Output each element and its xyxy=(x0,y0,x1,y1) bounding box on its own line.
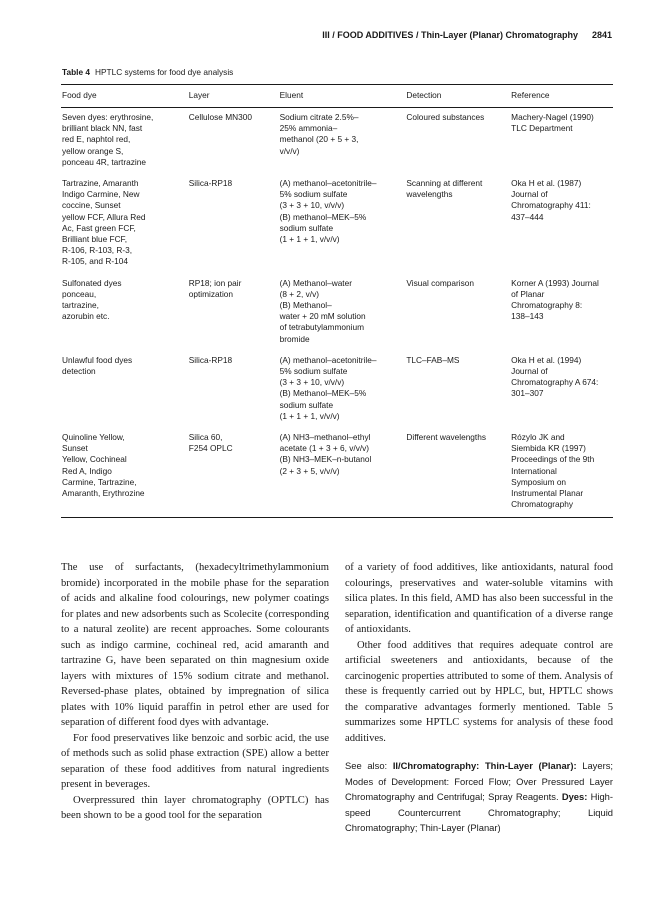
body-paragraph: of a variety of food additives, like antioxidants, natural food colourings, preservatives and water-soluble vitamins with silica plates. In this field, AMD has also been successful in the separation, identification and quantification of a diverse range of antioxidants. xyxy=(345,562,613,635)
cell-eluent: Sodium citrate 2.5%– 25% ammonia– methanol (20 + 5 + 3, v/v/v) xyxy=(279,112,359,156)
body-paragraph: For food preservatives like benzoic and sorbic acid, the use of methods such as solid phase extraction (SPE) allow a better separation of these food additives from natural ingredients present in beverages. xyxy=(61,732,329,790)
col-header-eluent: Eluent xyxy=(279,90,304,101)
body-paragraph: Other food additives that requires adequate control are artificial sweeteners and antioxidants, because of the carcinogenic properties attributed to some of them. Analysis of these is frequently carried out by HPLC, but, HPTLC shows the comparative advantages formerly mentioned. Table 5 summarizes some HPTLC systems for analysis of these food additives. xyxy=(345,639,613,744)
see-also-ref[interactable]: Dyes: xyxy=(561,791,588,802)
cell-layer: Silica-RP18 xyxy=(188,354,233,365)
body-column-right xyxy=(345,560,613,836)
page-number: 2841 xyxy=(591,30,612,40)
body-paragraph: Overpressured thin layer chromatography (OPTLC) has been shown to be a good tool for the separation xyxy=(61,794,329,821)
cell-detection: Scanning at different wavelengths xyxy=(406,178,483,200)
col-header-detection: Detection xyxy=(406,90,442,101)
see-also-ref[interactable]: II/Chromatography: Thin-Layer (Planar): xyxy=(392,760,577,771)
table-title: HPTLC systems for food dye analysis xyxy=(94,67,234,77)
see-also-label: See also: xyxy=(345,760,388,771)
cell-layer: Cellulose MN300 xyxy=(188,112,252,122)
cell-layer: Silica-RP18 xyxy=(188,178,233,189)
running-title: III / FOOD ADDITIVES / Thin-Layer (Planar) Chromatography xyxy=(322,30,578,40)
cell-reference: Rózylo JK and Siembida KR (1997) Proceedings of the 9th International Symposium on Instrumental Planar Chromatography xyxy=(511,432,595,510)
cell-reference: Korner A (1993) Journal of Planar Chromatography 8: 138–143 xyxy=(511,277,599,322)
cell-reference: Oka H et al. (1994) Journal of Chromatography A 674: 301–307 xyxy=(511,354,599,399)
see-also-ref-text[interactable]: High-speed Countercurrent Chromatography; Liquid Chromatography; Thin-Layer (Planar) xyxy=(345,791,613,833)
col-header-layer: Layer xyxy=(188,90,210,101)
body-column-left xyxy=(61,560,329,824)
table-row xyxy=(61,274,613,351)
cell-eluent: (A) methanol–acetonitrile– 5% sodium sulfate (3 + 3 + 10, v/v/v) (B) Methanol–MEK–5% sodium sulfate (1 + 1 + 1, v/v/v) xyxy=(279,354,377,421)
cell-layer: RP18; ion pair optimization xyxy=(188,277,242,299)
cell-eluent: (A) NH3–methanol–ethyl acetate (1 + 3 + 6, v/v/v) (B) NH3–MEK–n-butanol (2 + 3 + 5, v/v/v) xyxy=(279,432,372,476)
cell-food-dye: Unlawful food dyes detection xyxy=(62,354,133,377)
cell-food-dye: Sulfonated dyes ponceau, tartrazine, azorubin etc. xyxy=(62,277,122,322)
cell-detection: Visual comparison xyxy=(406,277,474,288)
hptlc-table xyxy=(61,84,613,518)
table-label: Table 4 xyxy=(62,67,90,77)
cell-eluent: (A) Methanol–water (8 + 2, v/v) (B) Methanol– water + 20 mM solution of tetrabutylammonium bromide xyxy=(279,277,366,344)
cell-detection: Coloured substances xyxy=(406,112,485,122)
col-header-reference: Reference xyxy=(511,90,550,101)
cell-detection: Different wavelengths xyxy=(406,432,486,443)
running-header xyxy=(262,30,612,40)
table-row xyxy=(61,428,613,516)
col-header-food-dye: Food dye xyxy=(62,90,97,101)
cell-food-dye: Tartrazine, Amaranth Indigo Carmine, New coccine, Sunset yellow FCF, Allura Red Ac, Fast green FCF, Brilliant blue FCF, R-106, R-103, R-3, R-105, and R-104 xyxy=(62,178,146,267)
cell-food-dye: Quinoline Yellow, Sunset Yellow, Cochineal Red A, Indigo Carmine, Tartrazine, Amaranth, Erythrozine xyxy=(62,432,145,499)
see-also-ref-text[interactable]: Layers; Modes of Development: Forced Flow; Over Pressured Layer Chromatography and Centrifugal; Spray Reagents. xyxy=(345,760,613,802)
table-row xyxy=(61,108,613,174)
table-row xyxy=(61,351,613,428)
cell-reference: Machery-Nagel (1990) TLC Department xyxy=(511,112,594,134)
table-row xyxy=(61,174,613,274)
cell-reference: Oka H et al. (1987) Journal of Chromatography 411: 437–444 xyxy=(511,178,591,222)
table-header-row xyxy=(61,85,613,108)
cell-food-dye: Seven dyes: erythrosine, brilliant black NN, fast red E, naphtol red, yellow orange S, ponceau 4R, tartrazine xyxy=(62,112,154,167)
body-paragraph: The use of surfactants, (hexadecyltrimethylammonium bromide) incorporated in the mobile phase for the separation of acids and alkaline food colourings, new polymer coatings for plates and new adsorbents such as Scolecite (corresponding to a natural zeolite) are recent approaches. Some colourants such as indigo carmine, cochineal red, acid amaranth and tartrazine G, have been separated on thin magnesium oxide layers with mixtures of 15% sodium citrate and methanol. Reversed-phase plates, obtained by impregnation of silica plates with 10% liquid paraffin in petrol ether are used for separation of different food dyes with advantage. xyxy=(61,562,329,728)
cell-detection: TLC–FAB–MS xyxy=(406,354,460,365)
see-also xyxy=(345,758,613,836)
table-caption xyxy=(62,67,233,77)
cell-layer: Silica 60, F254 OPLC xyxy=(188,432,233,454)
cell-eluent: (A) methanol–acetonitrile– 5% sodium sulfate (3 + 3 + 10, v/v/v) (B) methanol–MEK–5% sodium sulfate (1 + 1 + 1, v/v/v) xyxy=(279,178,377,245)
